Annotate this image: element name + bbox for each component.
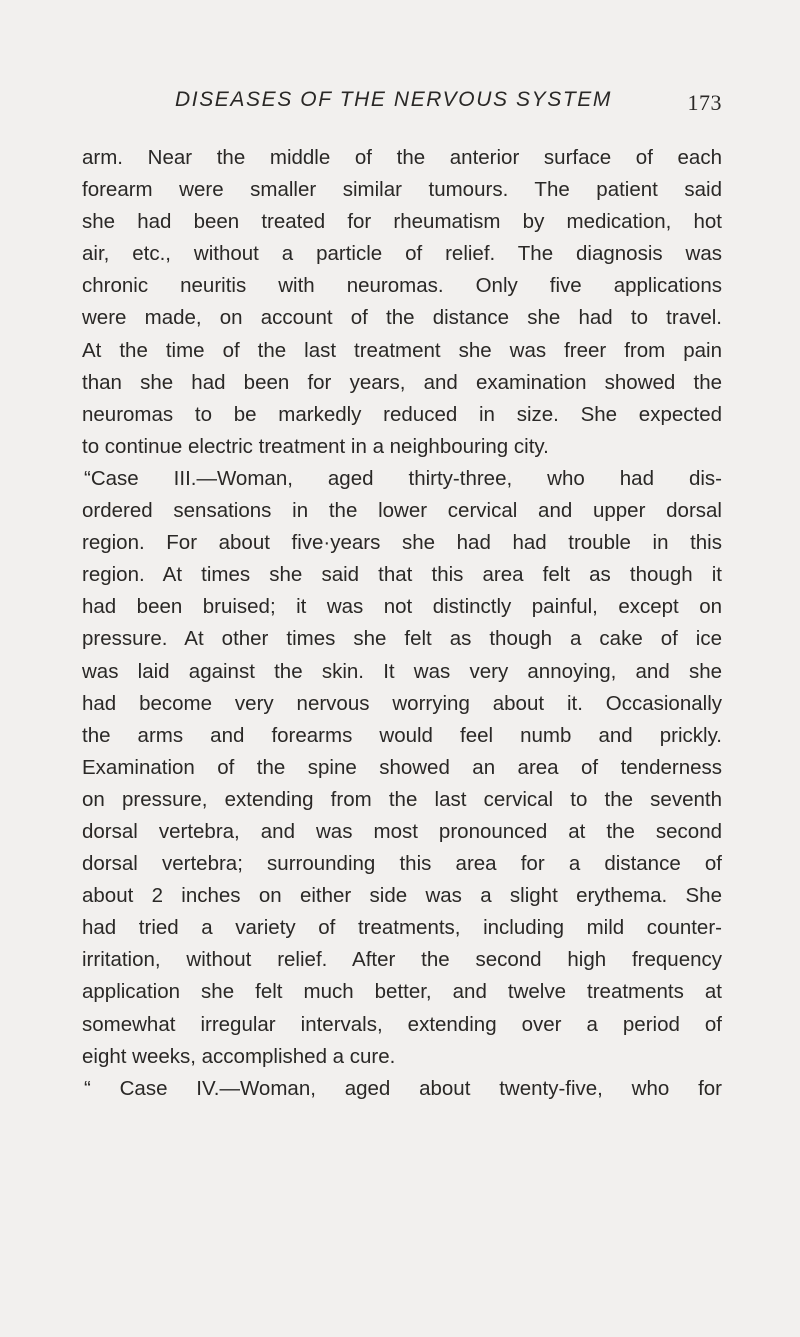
text-line: arm. Near the middle of the anterior surface of each	[82, 146, 722, 169]
text-line: she had been treated for rheumatism by medication, hot	[82, 210, 722, 234]
text-line: had tried a variety of treatments, including mild counter-	[82, 916, 722, 940]
text-line: At the time of the last treatment she was freer from pain	[82, 338, 722, 362]
text-line: about 2 inches on either side was a slight erythema. She	[82, 884, 722, 908]
text-line: somewhat irregular intervals, extending over a period of	[82, 1012, 722, 1036]
case-heading-line: “Case III.—Woman, aged thirty-three, who had dis-	[84, 466, 722, 490]
text-line: Examination of the spine showed an area of tenderness	[82, 755, 722, 779]
text-line: chronic neuritis with neuromas. Only five applications	[82, 274, 722, 298]
text-line: was laid against the skin. It was very annoying, and she	[82, 659, 722, 683]
text-line: air, etc., without a particle of relief. The diagnosis was	[82, 242, 722, 266]
text-line: neuromas to be markedly reduced in size. She expected	[82, 402, 722, 426]
text-line: pressure. At other times she felt as though a cake of ice	[82, 627, 722, 651]
text-line: the arms and forearms would feel numb and prickly.	[82, 723, 722, 747]
text-line: had been bruised; it was not distinctly painful, except on	[82, 595, 722, 619]
text-line: application she felt much better, and twelve treatments at	[82, 980, 722, 1004]
text-line: dorsal vertebra, and was most pronounced at the second	[82, 819, 722, 843]
text-line: to continue electric treatment in a neighbouring city.	[82, 434, 549, 458]
case-heading-line: “ Case IV.—Woman, aged about twenty-five, who for	[84, 1076, 722, 1100]
running-title: DISEASES OF THE NERVOUS SYSTEM	[175, 88, 612, 111]
running-head	[82, 88, 722, 124]
text-line: region. For about five·years she had had trouble in this	[82, 531, 722, 555]
text-line: on pressure, extending from the last cervical to the seventh	[82, 787, 722, 811]
text-line: ordered sensations in the lower cervical and upper dorsal	[82, 499, 722, 523]
text-line: were made, on account of the distance she had to travel.	[82, 306, 722, 330]
text-line: region. At times she said that this area felt as though it	[82, 563, 722, 587]
text-line: had become very nervous worrying about it. Occasionally	[82, 691, 722, 715]
text-line: dorsal vertebra; surrounding this area for a distance of	[82, 852, 722, 876]
text-line: eight weeks, accomplished a cure.	[82, 1044, 396, 1068]
body-text	[82, 142, 722, 1105]
text-line: forearm were smaller similar tumours. The patient said	[82, 178, 722, 202]
text-line: irritation, without relief. After the second high frequency	[82, 948, 722, 972]
text-line: than she had been for years, and examination showed the	[82, 370, 722, 394]
page-number: 173	[687, 90, 722, 115]
